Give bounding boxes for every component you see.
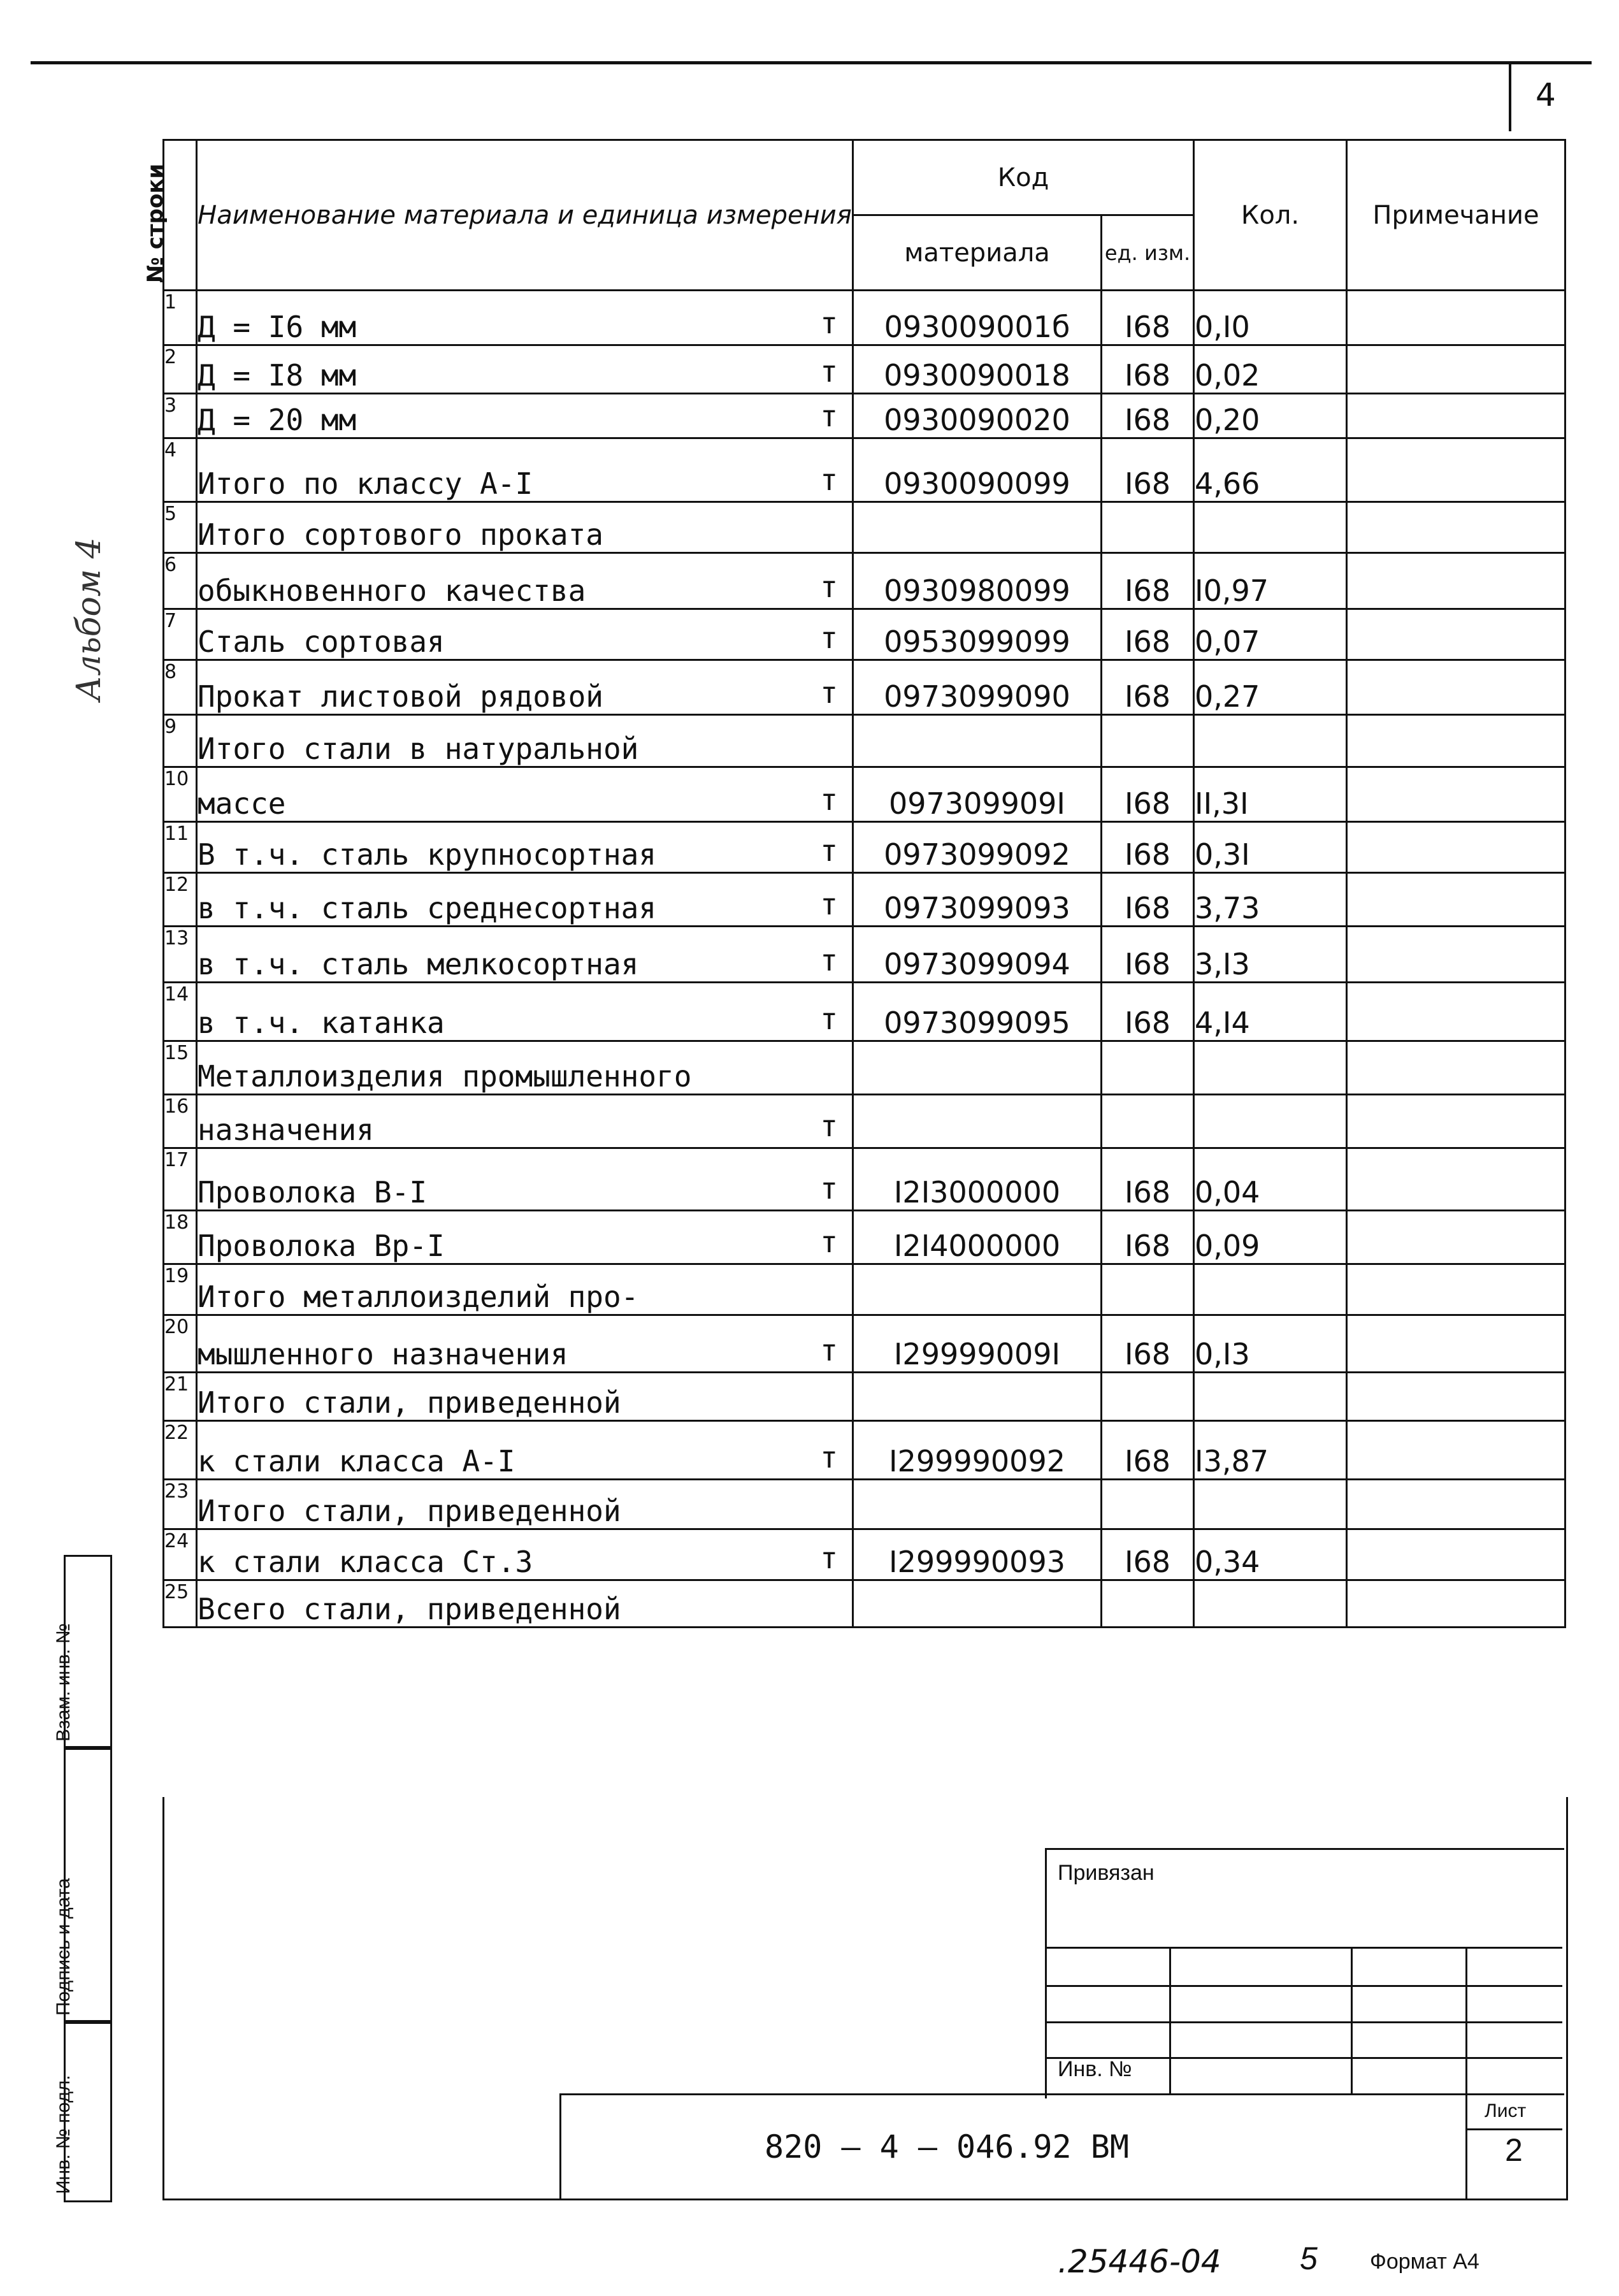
unit-code: I68: [1102, 927, 1194, 983]
header-name: Наименование материала и единица измерения: [197, 140, 853, 291]
note-cell: [1347, 1480, 1565, 1529]
unit-of-measure: т: [820, 834, 838, 868]
unit-of-measure: т: [820, 463, 838, 497]
stamp-line: [1045, 1985, 1562, 1987]
material-name: [197, 1529, 853, 1580]
table-row: [164, 1148, 1565, 1211]
table-row: [164, 291, 1565, 345]
table-row: [164, 502, 1565, 553]
material-name-text: в т.ч. сталь среднесортная: [198, 891, 657, 925]
material-code: 0973099092: [853, 822, 1102, 873]
material-name-text: Д = I6 мм: [198, 310, 357, 344]
quantity: I0,97: [1194, 553, 1347, 609]
material-code: [853, 502, 1102, 553]
material-name: [197, 291, 853, 345]
side-stamp-replace-inv: Взам. инв. №: [64, 1555, 112, 1750]
materials-table: [143, 139, 1566, 1628]
row-number: 2: [164, 345, 197, 394]
material-name-text: к стали класса Ст.3: [198, 1545, 533, 1579]
table-row: [164, 1315, 1565, 1373]
material-name: [197, 767, 853, 822]
material-code: I2I4000000: [853, 1211, 1102, 1264]
material-code: 0930090020: [853, 394, 1102, 438]
table-row: [164, 1480, 1565, 1529]
material-name: [197, 394, 853, 438]
quantity: I3,87: [1194, 1421, 1347, 1480]
material-name: [197, 1211, 853, 1264]
material-code: 0953099099: [853, 609, 1102, 660]
material-name: [197, 609, 853, 660]
quantity: 4,I4: [1194, 983, 1347, 1041]
header-code-material: материала: [853, 215, 1102, 291]
unit-of-measure: т: [820, 621, 838, 655]
note-cell: [1347, 1264, 1565, 1315]
stamp-line: [1045, 1947, 1562, 1949]
material-code: 097309909I: [853, 767, 1102, 822]
material-name-text: Итого сортового проката: [198, 517, 603, 552]
quantity: [1194, 715, 1347, 767]
row-number: 12: [164, 873, 197, 927]
material-name-text: обыкновенного качества: [198, 574, 586, 608]
unit-code: I68: [1102, 394, 1194, 438]
note-cell: [1347, 983, 1565, 1041]
unit-of-measure: т: [820, 675, 838, 710]
quantity: 0,09: [1194, 1211, 1347, 1264]
unit-code: [1102, 1480, 1194, 1529]
unit-code: I68: [1102, 660, 1194, 715]
unit-code: [1102, 1041, 1194, 1095]
row-number: 22: [164, 1421, 197, 1480]
material-name-text: в т.ч. катанка: [198, 1006, 445, 1040]
material-name: [197, 822, 853, 873]
material-code: 0930090018: [853, 345, 1102, 394]
unit-of-measure: т: [820, 1002, 838, 1036]
material-code: I29999009I: [853, 1315, 1102, 1373]
row-number: 8: [164, 660, 197, 715]
unit-code: I68: [1102, 438, 1194, 502]
material-name-text: мышленного назначения: [198, 1337, 568, 1371]
unit-of-measure: т: [820, 887, 838, 921]
row-number: 20: [164, 1315, 197, 1373]
table-row: [164, 1264, 1565, 1315]
material-name-text: в т.ч. сталь мелкосортная: [198, 947, 639, 981]
note-cell: [1347, 660, 1565, 715]
material-name-text: Проволока В-I: [198, 1175, 428, 1209]
unit-of-measure: т: [820, 570, 838, 604]
quantity: 0,02: [1194, 345, 1347, 394]
unit-code: [1102, 715, 1194, 767]
material-name-text: Сталь сортовая: [198, 625, 445, 659]
note-cell: [1347, 822, 1565, 873]
unit-of-measure: т: [820, 783, 838, 817]
material-name-text: В т.ч. сталь крупносортная: [198, 837, 657, 872]
quantity: 0,20: [1194, 394, 1347, 438]
material-name: [197, 660, 853, 715]
note-cell: [1347, 1095, 1565, 1148]
archive-code: .25446-04: [1058, 2243, 1221, 2280]
inv-label: Инв. №: [1058, 2057, 1132, 2081]
material-name-text: Итого по классу А-I: [198, 466, 533, 501]
quantity: [1194, 1041, 1347, 1095]
row-number: 4: [164, 438, 197, 502]
header-qty: Кол.: [1194, 140, 1347, 291]
note-cell: [1347, 609, 1565, 660]
material-name: [197, 1148, 853, 1211]
quantity: [1194, 1264, 1347, 1315]
quantity: 0,27: [1194, 660, 1347, 715]
quantity: 3,I3: [1194, 927, 1347, 983]
material-name-text: Д = I8 мм: [198, 358, 357, 393]
unit-code: [1102, 1580, 1194, 1628]
quantity: 0,3I: [1194, 822, 1347, 873]
material-name: [197, 1264, 853, 1315]
unit-code: I68: [1102, 873, 1194, 927]
material-name-text: Д = 20 мм: [198, 403, 357, 437]
material-code: [853, 1580, 1102, 1628]
material-name: [197, 1315, 853, 1373]
note-cell: [1347, 1373, 1565, 1421]
quantity: [1194, 1373, 1347, 1421]
unit-of-measure: т: [820, 1333, 838, 1368]
note-cell: [1347, 502, 1565, 553]
material-code: 093009001б: [853, 291, 1102, 345]
attached-label: Привязан: [1058, 1861, 1155, 1885]
material-name: [197, 927, 853, 983]
side-stamp-sign-date: Подпись и дата: [64, 1746, 112, 2024]
row-number: 5: [164, 502, 197, 553]
material-name: [197, 1041, 853, 1095]
table-row: [164, 553, 1565, 609]
unit-code: I68: [1102, 1529, 1194, 1580]
unit-of-measure: т: [820, 1109, 838, 1143]
stamp-line: [1169, 1947, 1171, 2093]
material-name: [197, 345, 853, 394]
table-row: [164, 660, 1565, 715]
stamp-line: [1465, 2128, 1562, 2130]
album-note: Альбом 4: [70, 537, 108, 701]
note-cell: [1347, 1148, 1565, 1211]
quantity: 0,I0: [1194, 291, 1347, 345]
material-name-text: Итого металлоизделий про-: [198, 1280, 639, 1314]
material-code: 0930090099: [853, 438, 1102, 502]
document-code: 820 – 4 – 046.92 ВМ: [765, 2128, 1129, 2165]
table-row: [164, 715, 1565, 767]
unit-code: I68: [1102, 822, 1194, 873]
table-row: [164, 927, 1565, 983]
unit-of-measure: т: [820, 1171, 838, 1206]
table-row: [164, 345, 1565, 394]
unit-of-measure: т: [820, 1440, 838, 1475]
row-number: 9: [164, 715, 197, 767]
row-number: 14: [164, 983, 197, 1041]
note-cell: [1347, 873, 1565, 927]
unit-of-measure: т: [820, 943, 838, 978]
material-name: [197, 1580, 853, 1628]
note-cell: [1347, 438, 1565, 502]
note-cell: [1347, 553, 1565, 609]
material-name-text: Итого стали, приведенной: [198, 1385, 621, 1420]
material-name: [197, 502, 853, 553]
table-row: [164, 1529, 1565, 1580]
note-cell: [1347, 1211, 1565, 1264]
header-code-unit: ед. изм.: [1102, 215, 1194, 291]
top-frame-line: [31, 61, 1592, 64]
header-row-number: № строки: [164, 140, 197, 291]
note-cell: [1347, 1315, 1565, 1373]
material-name-text: Металлоизделия промышленного: [198, 1059, 692, 1094]
table-row: [164, 767, 1565, 822]
sheet-number: 2: [1505, 2132, 1523, 2168]
stamp-line: [1351, 1947, 1353, 2093]
note-cell: [1347, 767, 1565, 822]
unit-code: I68: [1102, 1148, 1194, 1211]
material-name: [197, 438, 853, 502]
material-name: [197, 983, 853, 1041]
quantity: II,3I: [1194, 767, 1347, 822]
row-number: 15: [164, 1041, 197, 1095]
material-code: [853, 715, 1102, 767]
note-cell: [1347, 291, 1565, 345]
quantity: 0,07: [1194, 609, 1347, 660]
material-name-text: Итого стали в натуральной: [198, 732, 639, 766]
unit-code: I68: [1102, 1315, 1194, 1373]
unit-of-measure: т: [820, 354, 838, 389]
table-row: [164, 983, 1565, 1041]
table-row: [164, 1580, 1565, 1628]
unit-code: I68: [1102, 1421, 1194, 1480]
material-code: [853, 1480, 1102, 1529]
format-label: Формат А4: [1370, 2249, 1479, 2274]
note-cell: [1347, 1041, 1565, 1095]
row-number: 23: [164, 1480, 197, 1529]
material-name-text: массе: [198, 786, 286, 821]
material-code: [853, 1041, 1102, 1095]
quantity: [1194, 1580, 1347, 1628]
row-number: 16: [164, 1095, 197, 1148]
row-number: 25: [164, 1580, 197, 1628]
row-number: 1: [164, 291, 197, 345]
sheet-label: Лист: [1485, 2100, 1527, 2121]
unit-of-measure: т: [820, 1541, 838, 1575]
material-code: I2I3000000: [853, 1148, 1102, 1211]
quantity: 4,66: [1194, 438, 1347, 502]
note-cell: [1347, 345, 1565, 394]
unit-code: [1102, 502, 1194, 553]
row-number: 17: [164, 1148, 197, 1211]
note-cell: [1347, 1421, 1565, 1480]
unit-code: I68: [1102, 609, 1194, 660]
material-code: I299990093: [853, 1529, 1102, 1580]
row-number: 3: [164, 394, 197, 438]
row-number: 7: [164, 609, 197, 660]
quantity: [1194, 502, 1347, 553]
material-name: [197, 1373, 853, 1421]
table-row: [164, 822, 1565, 873]
quantity: 0,I3: [1194, 1315, 1347, 1373]
quantity: 0,04: [1194, 1148, 1347, 1211]
material-code: [853, 1095, 1102, 1148]
table-row: [164, 1421, 1565, 1480]
material-name: [197, 553, 853, 609]
unit-of-measure: т: [820, 399, 838, 433]
unit-code: I68: [1102, 553, 1194, 609]
unit-code: I68: [1102, 767, 1194, 822]
row-number: 18: [164, 1211, 197, 1264]
table-row: [164, 394, 1565, 438]
material-code: 0973099095: [853, 983, 1102, 1041]
material-name-text: к стали класса А-I: [198, 1444, 515, 1478]
table-row: [164, 609, 1565, 660]
material-name-text: Итого стали, приведенной: [198, 1494, 621, 1528]
row-number: 21: [164, 1373, 197, 1421]
material-name: [197, 1095, 853, 1148]
quantity: [1194, 1480, 1347, 1529]
note-cell: [1347, 715, 1565, 767]
quantity: 0,34: [1194, 1529, 1347, 1580]
table-row: [164, 1211, 1565, 1264]
material-name: [197, 1421, 853, 1480]
row-number: 19: [164, 1264, 197, 1315]
note-cell: [1347, 394, 1565, 438]
header-code: Код: [853, 140, 1194, 215]
unit-code: [1102, 1264, 1194, 1315]
footer-number: 5: [1300, 2241, 1318, 2276]
unit-code: [1102, 1095, 1194, 1148]
table-row: [164, 1095, 1565, 1148]
unit-code: I68: [1102, 1211, 1194, 1264]
row-number: 10: [164, 767, 197, 822]
note-cell: [1347, 927, 1565, 983]
header-note: Примечание: [1347, 140, 1565, 291]
table-row: [164, 1373, 1565, 1421]
material-name: [197, 715, 853, 767]
stamp-line: [1045, 2021, 1562, 2023]
note-cell: [1347, 1580, 1565, 1628]
table-row: [164, 873, 1565, 927]
material-name: [197, 873, 853, 927]
material-code: I299990092: [853, 1421, 1102, 1480]
row-number: 11: [164, 822, 197, 873]
unit-of-measure: т: [820, 1225, 838, 1259]
table-row: [164, 1041, 1565, 1095]
material-code: 0973099093: [853, 873, 1102, 927]
unit-code: I68: [1102, 291, 1194, 345]
material-name: [197, 1480, 853, 1529]
note-cell: [1347, 1529, 1565, 1580]
material-code: 0973099094: [853, 927, 1102, 983]
material-code: [853, 1264, 1102, 1315]
material-name-text: Проволока Вр-I: [198, 1229, 445, 1263]
unit-of-measure: т: [820, 306, 838, 340]
unit-code: [1102, 1373, 1194, 1421]
table-row: [164, 438, 1565, 502]
row-number: 6: [164, 553, 197, 609]
material-code: [853, 1373, 1102, 1421]
material-code: 0973099090: [853, 660, 1102, 715]
unit-code: I68: [1102, 983, 1194, 1041]
material-name-text: Прокат листовой рядовой: [198, 679, 603, 714]
side-stamp-inv-orig: Инв. № подл.: [64, 2020, 112, 2202]
material-code: 0930980099: [853, 553, 1102, 609]
row-number: 13: [164, 927, 197, 983]
material-name-text: назначения: [198, 1113, 374, 1147]
unit-code: I68: [1102, 345, 1194, 394]
row-number: 24: [164, 1529, 197, 1580]
quantity: [1194, 1095, 1347, 1148]
quantity: 3,73: [1194, 873, 1347, 927]
page-number: 4: [1536, 76, 1556, 113]
material-name-text: Всего стали, приведенной: [198, 1592, 621, 1626]
